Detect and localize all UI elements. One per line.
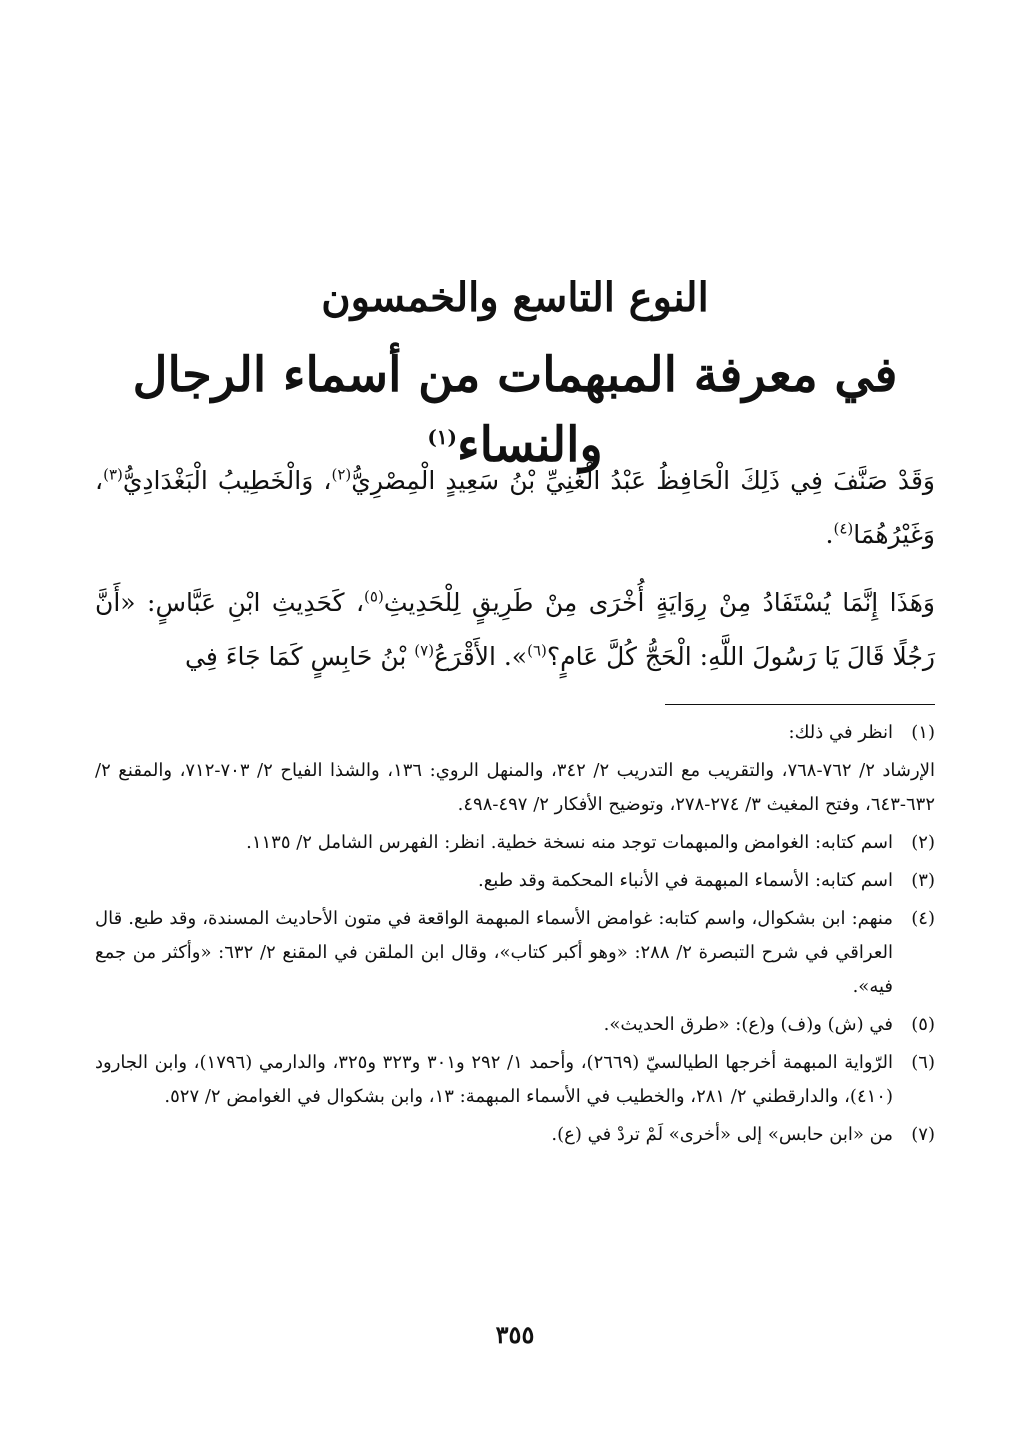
body-paragraph-1 bbox=[95, 454, 935, 562]
footnote-5 bbox=[95, 1008, 935, 1042]
footnote-1-sources: الإرشاد ٢/ ٧٦٢-٧٦٨، والتقريب مع التدريب ٢/ ٣٤٢، والمنهل الروي: ١٣٦، والشذا الفياح ٢/ ٧٠٣-٧١٢، والمقنع ٢/ ٦٣٢-٦٤٣، وفتح المغيث ٣/ ٢٧٤-٢٧٨، وتوضيح الأفكار ٢/ ٤٩٧-٤٩٨. bbox=[95, 760, 935, 815]
para2-text-4: بْنُ حَابِسٍ كَمَا جَاءَ فِي bbox=[185, 642, 415, 671]
footnote-text: منهم: ابن بشكوال، واسم كتابه: غوامض الأسماء المبهمة الواقعة في متون الأحاديث المسندة، وقد طبع. قال العراقي في شرح التبصرة ٢/ ٢٨٨: «وهو أكبر كتاب»، وقال ابن الملقن في المقنع ٢/ ٦٣٢: «وأكثر من جمع فيه». bbox=[95, 908, 894, 997]
chapter-title-text: في معرفة المبهمات من أسماء الرجال والنساء bbox=[132, 347, 898, 473]
footnote-text: اسم كتابه: الغوامض والمبهمات توجد منه نسخة خطية. انظر: الفهرس الشامل ٢/ ١١٣٥. bbox=[246, 832, 893, 853]
footnote-number: (١) bbox=[911, 722, 935, 743]
para1-text-1: وَقَدْ صَنَّفَ فِي ذَلِكَ الْحَافِظُ عَبْدُ الْغَنِيِّ بْنُ سَعِيدٍ الْمِصْرِيُّ bbox=[351, 466, 935, 495]
footnote-number: (٢) bbox=[911, 832, 935, 853]
para1-text-3: ، وَغَيْرُهُمَا bbox=[95, 466, 935, 549]
footnote-4 bbox=[95, 902, 935, 1004]
footnote-ref-5[interactable]: (٥) bbox=[364, 587, 384, 606]
footnote-2 bbox=[95, 826, 935, 860]
para2-text-3: ». الأَقْرَعُ bbox=[434, 642, 528, 671]
footnotes-section bbox=[95, 716, 935, 1152]
footnote-number: (٦) bbox=[911, 1052, 935, 1073]
page-number: ٣٥٥ bbox=[495, 1320, 535, 1349]
footnote-separator bbox=[665, 704, 935, 705]
footnote-text: اسم كتابه: الأسماء المبهمة في الأنباء المحكمة وقد طبع. bbox=[477, 870, 893, 891]
chapter-number-heading: النوع التاسع والخمسون bbox=[321, 274, 709, 321]
footnote-ref-1[interactable]: (١) bbox=[427, 425, 458, 449]
body-paragraph-2 bbox=[95, 576, 935, 684]
para2-text-1: وَهَذَا إِنَّمَا يُسْتَفَادُ مِنْ رِوَايَةٍ أُخْرَى مِنْ طَرِيقٍ لِلْحَدِيثِ bbox=[383, 588, 935, 617]
footnote-number: (٣) bbox=[911, 870, 935, 891]
footnote-ref-4[interactable]: (٤) bbox=[833, 519, 854, 538]
footnote-text: في (ش) و(ف) و(ع): «طرق الحديث». bbox=[603, 1014, 893, 1035]
para1-text-2: ، وَالْخَطِيبُ الْبَغْدَادِيُّ bbox=[122, 466, 332, 495]
footnote-6 bbox=[95, 1046, 935, 1114]
footnote-1 bbox=[95, 716, 935, 750]
footnote-ref-3[interactable]: (٣) bbox=[103, 465, 123, 484]
footnote-7 bbox=[95, 1118, 935, 1152]
para2-text-2: ، كَحَدِيثِ ابْنِ عَبَّاسٍ: «أَنَّ رَجُلًا قَالَ يَا رَسُولَ اللَّهِ: الْحَجُّ كُلَّ عَامٍ؟ bbox=[95, 588, 935, 671]
para1-text-4: . bbox=[825, 520, 834, 549]
footnote-text: من «ابن حابس» إلى «أخرى» لَمْ تردْ في (ع). bbox=[551, 1124, 893, 1145]
footnote-number: (٤) bbox=[911, 908, 935, 929]
footnote-text: الرّواية المبهمة أخرجها الطيالسيّ (٢٦٦٩)، وأحمد ١/ ٢٩٢ و٣٠١ و٣٢٣ و٣٢٥، والدارمي (١٧٩٦)، وابن الجارود (٤١٠)، والدارقطني ٢/ ٢٨١، والخطيب في الأسماء المبهمة: ١٣، وابن بشكوال في الغوامض ٢/ ٥٢٧. bbox=[95, 1052, 893, 1107]
footnote-ref-2[interactable]: (٢) bbox=[331, 465, 352, 484]
footnote-ref-7[interactable]: (٧) bbox=[414, 641, 435, 660]
footnote-body bbox=[95, 716, 893, 750]
footnote-number: (٧) bbox=[911, 1124, 935, 1145]
footnote-ref-6[interactable]: (٦) bbox=[527, 641, 547, 660]
footnote-3 bbox=[95, 864, 935, 898]
footnote-number: (٥) bbox=[911, 1014, 935, 1035]
footnote-text: انظر في ذلك: bbox=[788, 722, 893, 743]
